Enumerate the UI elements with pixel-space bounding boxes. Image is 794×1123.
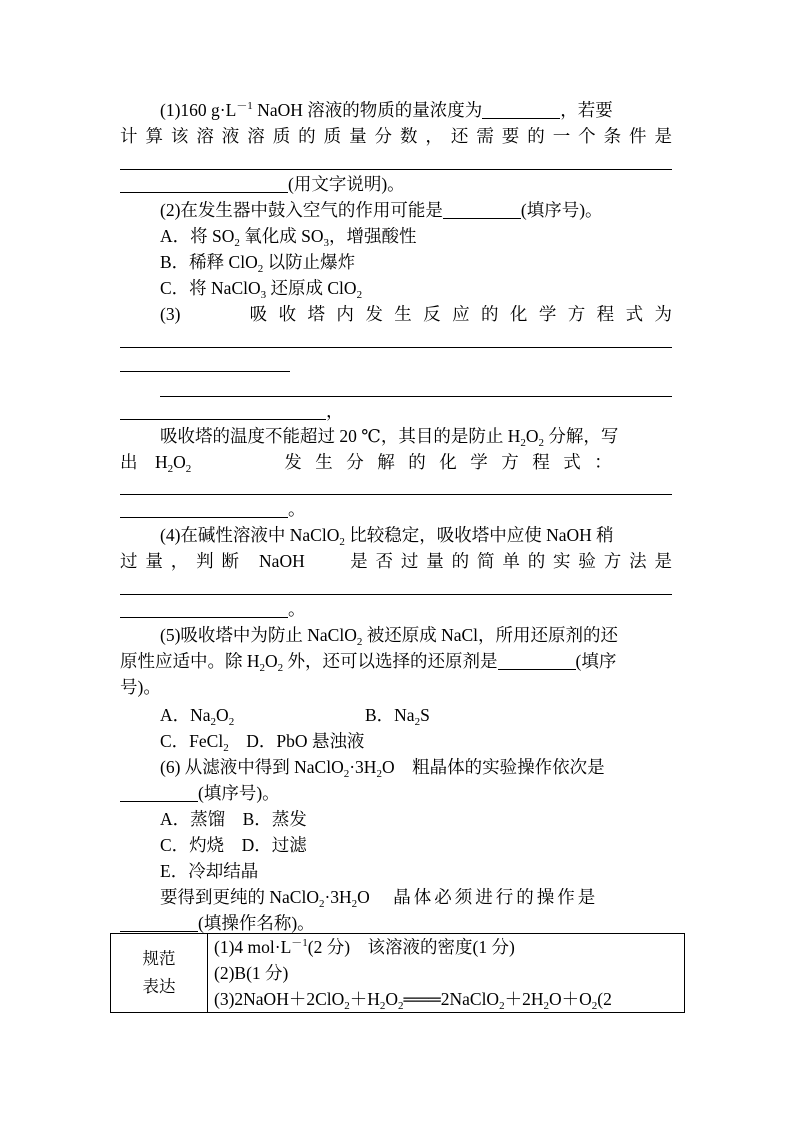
answer-row-2: (2)B(1 分) xyxy=(214,963,289,983)
q4-line1: (4)在碱性溶液中 NaClO$_2$ 比较稳定，吸收塔中应使 NaOH 稍 xyxy=(160,525,614,548)
q2-stem: (2)在发生器中鼓入空气的作用可能是 (填序号)。 xyxy=(160,200,603,220)
q1-line2: 计算该溶液溶质的质量分数，还需要的一个条件是 xyxy=(120,126,672,146)
q1-line1: (1)160 $g\cdot L^{-1}$ NaOH 溶液的物质的量浓度为 ，若要 xyxy=(160,100,613,120)
q5-option-b: B．$Na_2S$ xyxy=(365,705,430,728)
q3-temperature-line2: 出 $H_2O_2$ 发生分解的化学方程式： xyxy=(120,452,626,475)
answer-blank[interactable] xyxy=(120,401,326,420)
q5-option-cd: C．FeCl$_2$ D．PbO 悬浊液 xyxy=(160,731,365,754)
answer-blank[interactable] xyxy=(482,100,560,119)
q4-line2: 过量，判断 NaOH 是否过量的简单的实验方法是 xyxy=(120,551,672,571)
answer-blank[interactable] xyxy=(120,599,288,618)
q3-blank-line: ， xyxy=(120,399,344,423)
q1-line4: (用文字说明)。 xyxy=(120,172,405,196)
q6-line2: (填序号)。 xyxy=(120,781,280,805)
answer-blank[interactable] xyxy=(120,499,288,518)
q2-option-a: A．将 $SO_2$ 氧化成 $SO_3$，增强酸性 xyxy=(160,226,417,249)
q3-stem: (3) 吸收塔内发生反应的化学方程式为 xyxy=(160,304,672,324)
answer-blank[interactable] xyxy=(120,783,198,802)
q3-temperature-line1: 吸收塔的温度不能超过 20 ℃，其目的是防止 $H_2O_2$ 分解，写 xyxy=(160,426,619,449)
q6-option-e: E．冷却结晶 xyxy=(160,861,259,881)
answer-table-header: 规范 表达 xyxy=(111,934,208,1013)
q6-purify-line2: (填操作名称)。 xyxy=(120,911,315,935)
answer-blank[interactable] xyxy=(120,913,198,932)
answer-row-1: (1)4 $mol\cdot L^{-1}(2$ 分) 该溶液的密度(1 分) xyxy=(214,937,515,957)
answer-line[interactable] xyxy=(120,371,290,372)
answer-blank[interactable] xyxy=(498,651,576,670)
q5-line3: 号)。 xyxy=(120,677,161,697)
answer-table xyxy=(110,933,685,1013)
answer-blank[interactable] xyxy=(120,174,288,193)
answer-line[interactable] xyxy=(120,594,672,595)
answer-row-3: $(3)2NaOH+2ClO_2+H_2O_2═══2NaClO_2+2H_2O+O_2(2$ xyxy=(214,989,612,1012)
q2-option-b: B．稀释 ClO$_2$ 以防止爆炸 xyxy=(160,252,356,275)
q3-blank-line: 。 xyxy=(120,497,306,521)
answer-table-body xyxy=(208,934,685,1013)
q6-option-ab: A．蒸馏 B．蒸发 xyxy=(160,809,307,829)
q6-option-cd: C．灼烧 D．过滤 xyxy=(160,835,307,855)
q5-line1: (5)吸收塔中为防止 NaClO$_2$ 被还原成 NaCl，所用还原剂的还 xyxy=(160,625,619,648)
q4-blank-line: 。 xyxy=(120,597,306,621)
answer-line[interactable] xyxy=(160,396,672,397)
answer-blank[interactable] xyxy=(443,200,521,219)
answer-line[interactable] xyxy=(120,169,672,170)
q6-purify-line1: 要得到更纯的 $NaClO_2\cdot 3H_2O$ 晶体必须进行的操作是 xyxy=(160,887,599,910)
answer-line[interactable] xyxy=(120,494,672,495)
q5-option-a: A．$Na_2O_2$ xyxy=(160,705,235,728)
q5-line2: 原性应适中。除 $H_2O_2$ 外，还可以选择的还原剂是 (填序 xyxy=(120,651,617,674)
answer-line[interactable] xyxy=(120,347,672,348)
q6-line1: (6) 从滤液中得到 $NaClO_2\cdot 3H_2O$ 粗晶体的实验操作依次是 xyxy=(160,757,605,780)
q2-option-c: C．将 NaClO$_3$ 还原成 ClO$_2$ xyxy=(160,278,363,301)
